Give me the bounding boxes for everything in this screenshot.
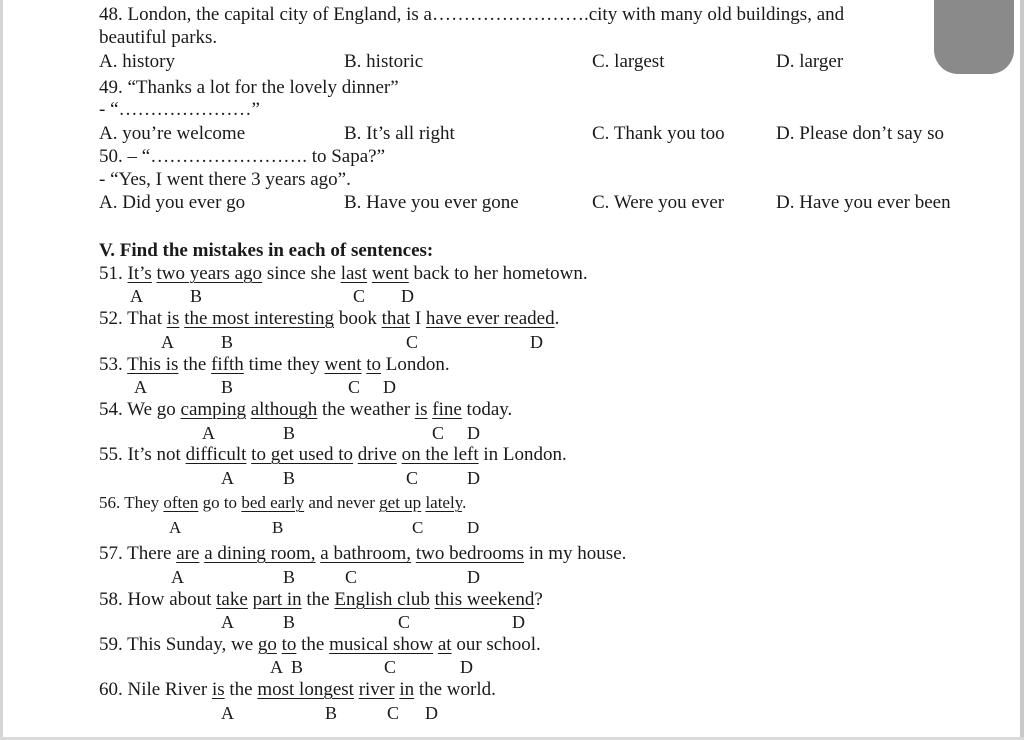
marker-c: C [432, 423, 445, 443]
marker-a: A [221, 468, 234, 488]
question-52: 52. That is the most interesting book that I have ever readed. [99, 308, 560, 329]
marker-a: A [221, 612, 234, 632]
marker-b: B [325, 703, 338, 723]
question-55: 55. It’s not difficult to get used to drive on the left in London. [99, 444, 567, 465]
marker-b: B [283, 468, 296, 488]
marker-b: B [283, 612, 296, 632]
marker-d: D [530, 332, 543, 352]
marker-a: A [130, 286, 143, 306]
question-54: 54. We go camping although the weather is fine today. [99, 399, 513, 420]
page-left-edge [0, 0, 3, 740]
q50-option-a: A. Did you ever go [99, 192, 246, 213]
question-58: 58. How about take part in the English club this weekend? [99, 589, 543, 610]
marker-d: D [425, 703, 438, 723]
question-48: 48. London, the capital city of England, is a…………………….city with many old buildings, and [99, 4, 845, 25]
question-60: 60. Nile River is the most longest river in the world. [99, 679, 496, 700]
question-50-reply: - “Yes, I went there 3 years ago”. [99, 169, 351, 190]
marker-a: A [202, 423, 215, 443]
marker-a: A [161, 332, 174, 352]
q48-option-d: D. larger [776, 51, 844, 72]
marker-c: C [384, 657, 397, 677]
marker-d: D [460, 657, 473, 677]
q49-option-d: D. Please don’t say so [776, 123, 944, 144]
marker-d: D [383, 377, 396, 397]
marker-b: B [221, 377, 234, 397]
marker-c: C [406, 468, 419, 488]
marker-d: D [467, 567, 480, 587]
q50-option-c: C. Were you ever [592, 192, 725, 213]
q50-option-b: B. Have you ever gone [344, 192, 519, 213]
marker-c: C [348, 377, 361, 397]
marker-a: A [270, 657, 283, 677]
marker-c: C [345, 567, 358, 587]
marker-d: D [401, 286, 414, 306]
marker-c: C [398, 612, 411, 632]
q49-option-a: A. you’re welcome [99, 123, 246, 144]
pull-tab-handle[interactable] [934, 0, 1014, 74]
question-53: 53. This is the fifth time they went to London. [99, 354, 450, 375]
marker-b: B [221, 332, 234, 352]
marker-b: B [291, 657, 304, 677]
question-49-reply: - “…………………” [99, 99, 260, 120]
marker-d: D [467, 518, 480, 537]
marker-a: A [169, 518, 182, 537]
question-49: 49. “Thanks a lot for the lovely dinner” [99, 77, 399, 98]
question-50: 50. – “……………………. to Sapa?” [99, 146, 386, 167]
marker-b: B [283, 567, 296, 587]
marker-b: B [283, 423, 296, 443]
q49-option-c: C. Thank you too [592, 123, 725, 144]
marker-d: D [467, 468, 480, 488]
q50-option-d: D. Have you ever been [776, 192, 951, 213]
q48-option-b: B. historic [344, 51, 424, 72]
marker-c: C [406, 332, 419, 352]
marker-c: C [412, 518, 424, 537]
question-59: 59. This Sunday, we go to the musical show at our school. [99, 634, 541, 655]
marker-d: D [512, 612, 525, 632]
q48-option-a: A. history [99, 51, 175, 72]
answer-blank: ……………………. [431, 4, 589, 25]
question-51: 51. It’s two years ago since she last went back to her hometown. [99, 263, 588, 284]
marker-a: A [221, 703, 234, 723]
marker-b: B [190, 286, 203, 306]
answer-blank: ……………………. [150, 146, 307, 167]
marker-c: C [387, 703, 400, 723]
question-56: 56. They often go to bed early and never get up lately. [99, 493, 467, 512]
q48-option-c: C. largest [592, 51, 665, 72]
marker-a: A [171, 567, 184, 587]
section-heading: V. Find the mistakes in each of sentences: [99, 240, 434, 261]
marker-a: A [134, 377, 147, 397]
question-57: 57. There are a dining room, a bathroom, two bedrooms in my house. [99, 543, 627, 564]
marker-c: C [353, 286, 366, 306]
marker-b: B [272, 518, 284, 537]
page-right-edge [1020, 0, 1024, 740]
q49-option-b: B. It’s all right [344, 123, 455, 144]
marker-d: D [467, 423, 480, 443]
question-48-continued: beautiful parks. [99, 27, 218, 48]
